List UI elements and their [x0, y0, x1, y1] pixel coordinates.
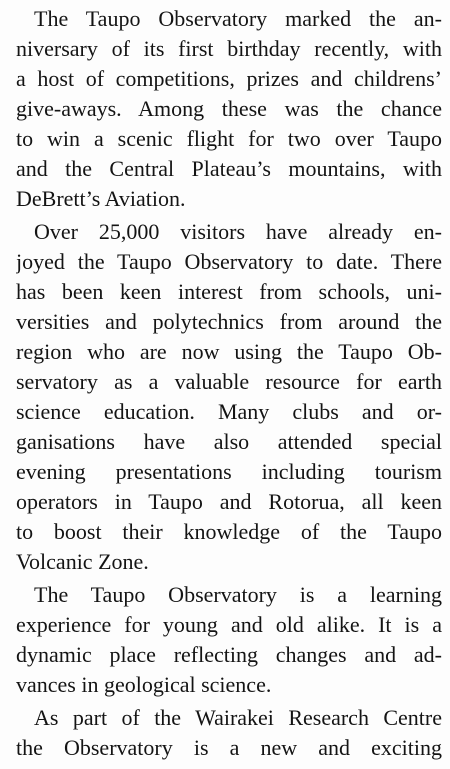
paragraph-3-line-1: The Taupo Observatory is a learning: [34, 582, 442, 607]
paragraph-1-line-5: to win a scenic flight for two over Taupo: [16, 126, 442, 151]
paragraph-2-line-9: evening presentations including tourism: [16, 459, 442, 484]
paragraph-4-line-2: the Observatory is a new and exciting: [16, 735, 442, 760]
paragraph-2-line-4: versities and polytechnics from around the: [16, 309, 442, 334]
paragraph-3-line-2: experience for young and old alike. It is a: [16, 612, 442, 637]
paragraph-2-line-10: operators in Taupo and Rotorua, all keen: [16, 489, 442, 514]
paragraph-2-line-3: has been keen interest from schools, uni-: [16, 279, 442, 304]
paragraph-4-line-1: As part of the Wairakei Research Centre: [34, 705, 442, 730]
paragraph-1-line-2: niversary of its first birthday recently, with: [16, 36, 442, 61]
paragraph-1-line-4: give-aways. Among these was the chance: [16, 96, 442, 121]
paragraph-2-line-8: ganisations have also attended special: [16, 429, 442, 454]
paragraph-2-line-6: servatory as a valuable resource for earth: [16, 369, 442, 394]
paragraph-2-line-12: Volcanic Zone.: [16, 549, 149, 574]
paragraph-2-line-5: region who are now using the Taupo Ob-: [16, 339, 442, 364]
paragraph-3-line-3: dynamic place reflecting changes and ad-: [16, 642, 442, 667]
paragraph-1-line-3: a host of competitions, prizes and childrens’: [16, 66, 442, 91]
paragraph-2-line-7: science education. Many clubs and or-: [16, 399, 442, 424]
paragraph-1-line-7: DeBrett’s Aviation.: [16, 186, 186, 211]
paragraph-2-line-2: joyed the Taupo Observatory to date. There: [16, 249, 442, 274]
paragraph-2-line-11: to boost their knowledge of the Taupo: [16, 519, 442, 544]
paragraph-2-line-1: Over 25,000 visitors have already en-: [34, 219, 442, 244]
paragraph-3-line-4: vances in geological science.: [16, 672, 272, 697]
paragraph-1-line-6: and the Central Plateau’s mountains, with: [16, 156, 442, 181]
paragraph-1-line-1: The Taupo Observatory marked the an-: [34, 6, 442, 31]
